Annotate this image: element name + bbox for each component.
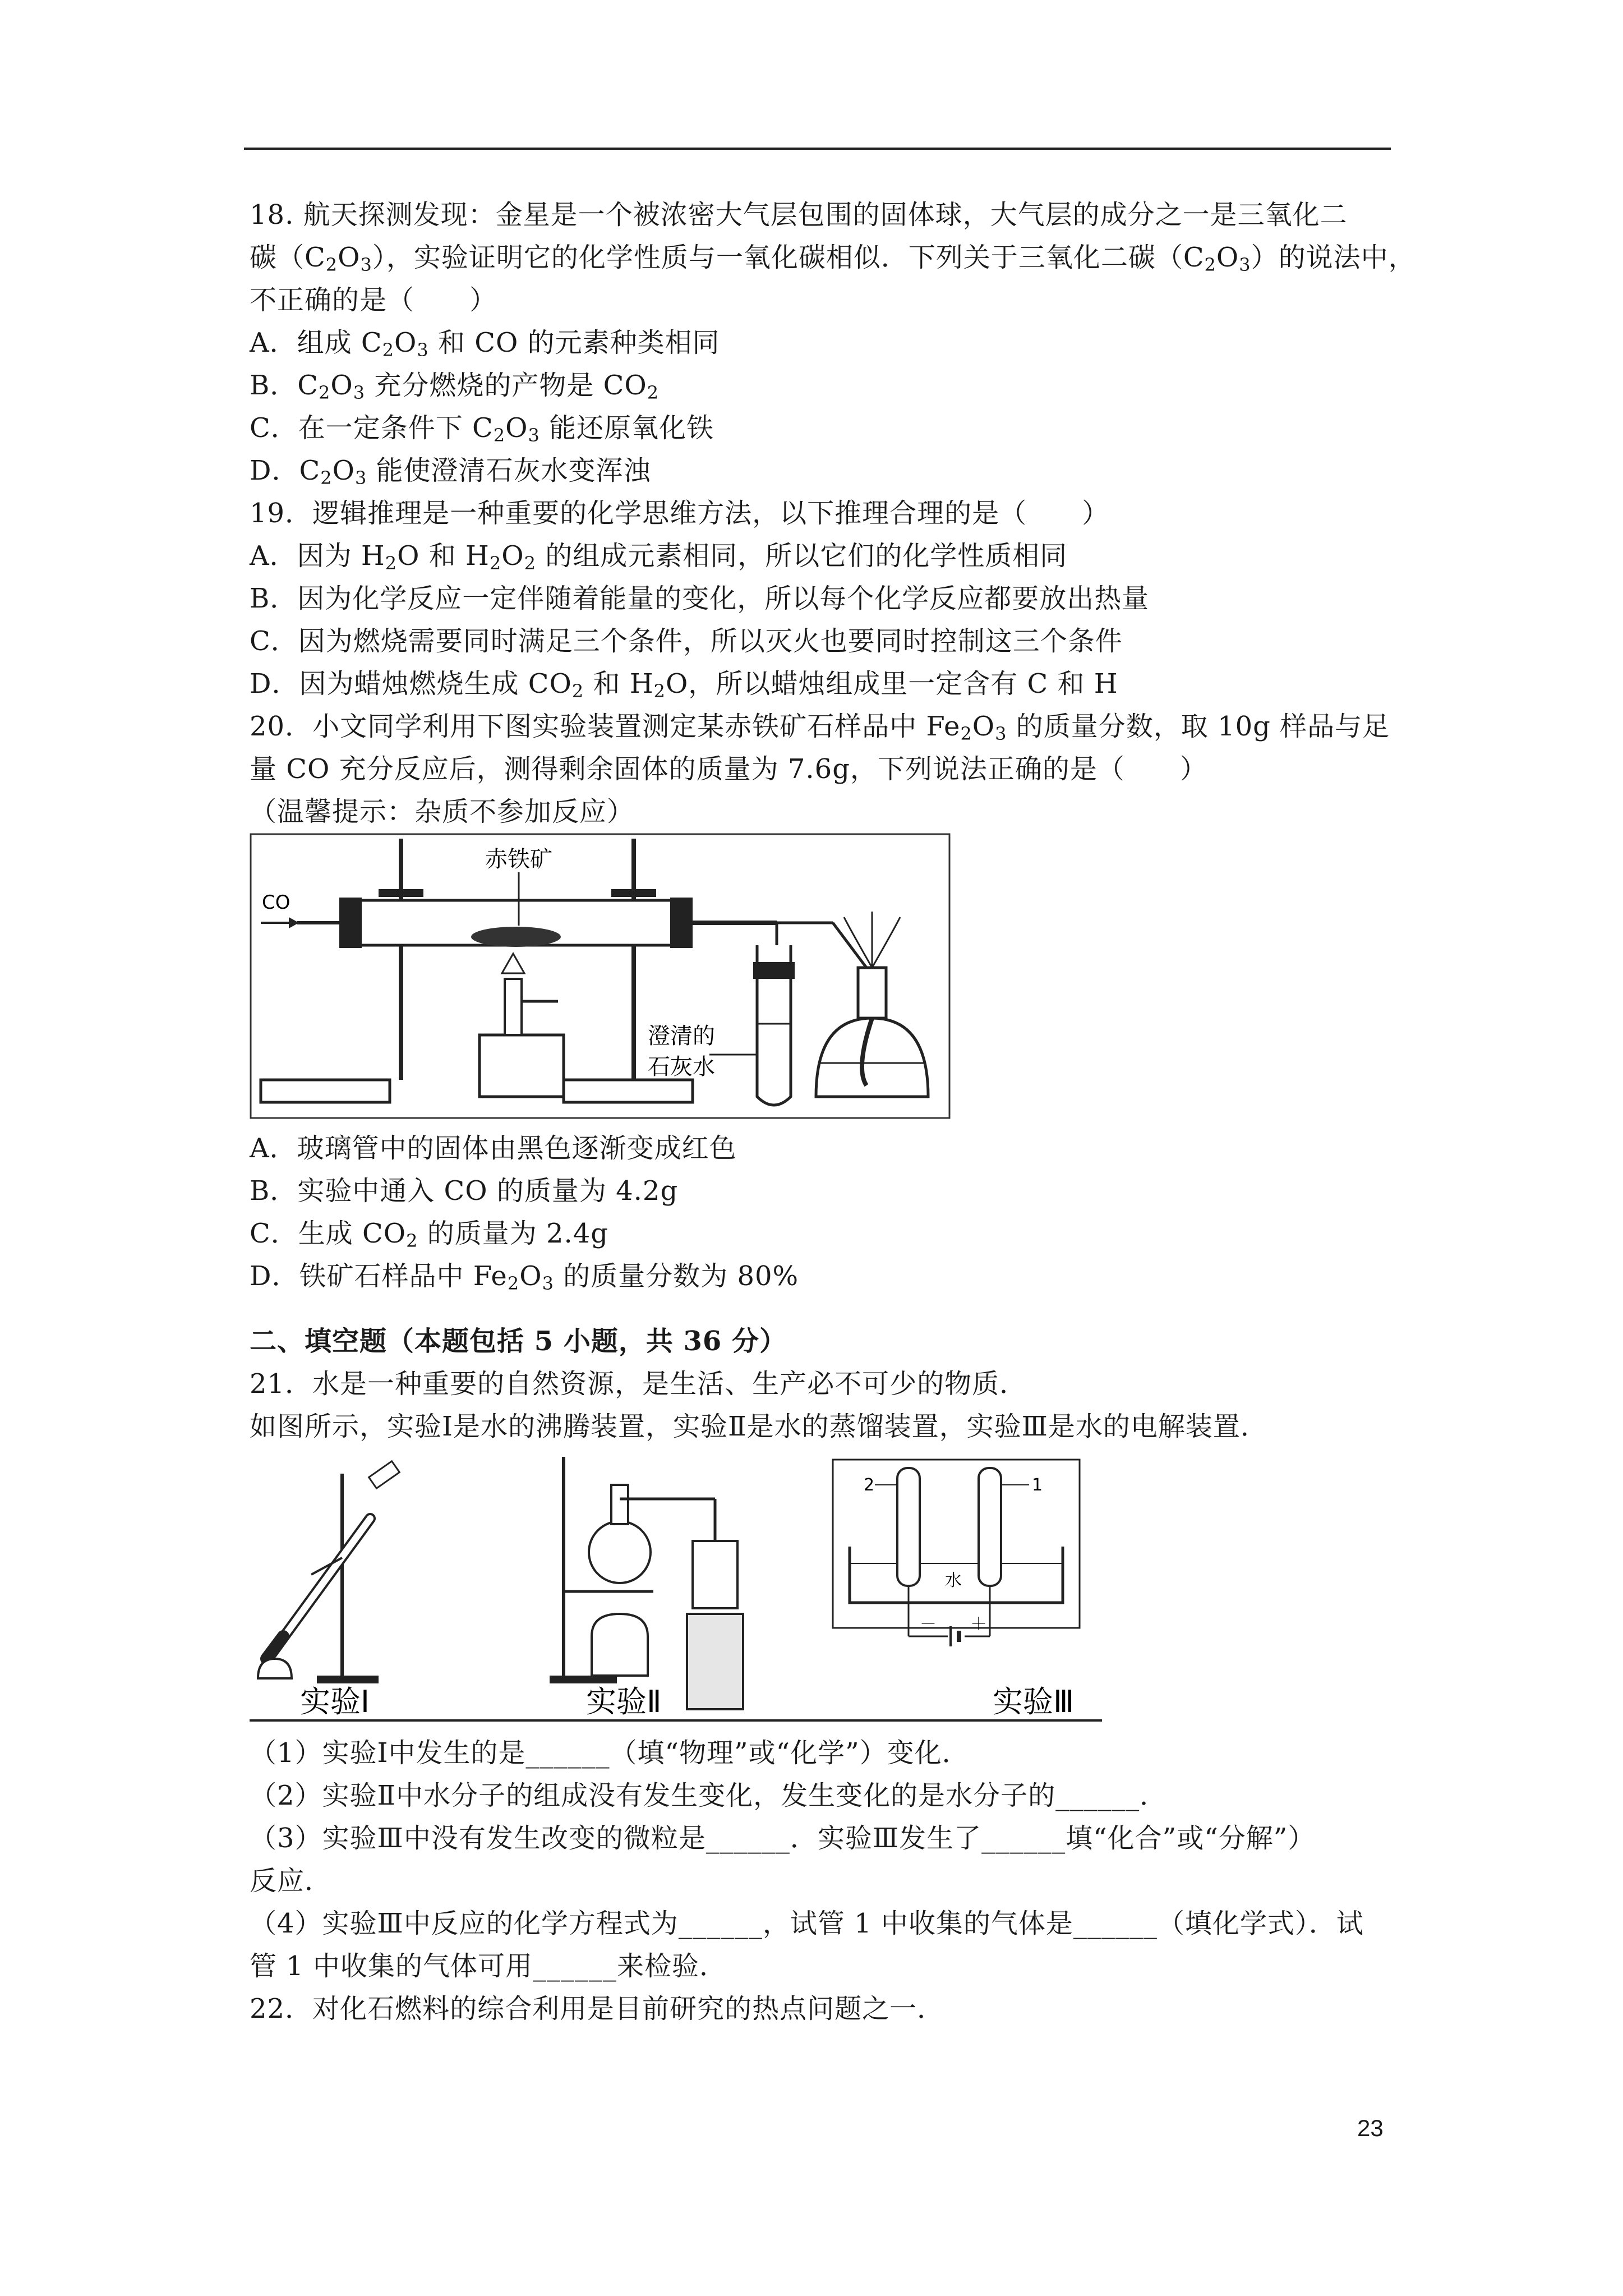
- q21-part4-cont: 管 1 中收集的气体可用______来检验．: [250, 1950, 727, 1982]
- q18-option-d: D．$C_2O_3$ 能使澄清石灰水变浑浊: [250, 455, 651, 489]
- co-reduction-apparatus-diagram: [250, 833, 951, 1119]
- q20-stem-line1: 20．小文同学利用下图实验装置测定某赤铁矿石样品中 $Fe_2O_3$ 的质量分数，取 10g 样品与足: [250, 711, 1390, 744]
- q18-option-a: A．组成 $C_2O_3$ 和 CO 的元素种类相同: [250, 327, 720, 361]
- q20-stem-line2: 量 CO 充分反应后，测得剩余固体的质量为 7.6g，下列说法正确的是（ ）: [250, 753, 1207, 785]
- q18-stem-line1: 18. 航天探测发现：金星是一个被浓密大气层包围的固体球，大气层的成分之一是三氧化二: [250, 199, 1348, 231]
- tube-2-label: 2: [864, 1475, 875, 1495]
- q20-option-c: C．生成 $CO_2$ 的质量为 2.4g: [250, 1218, 609, 1251]
- q19-option-c: C．因为燃烧需要同时满足三个条件，所以灭火也要同时控制这三个条件: [250, 625, 1123, 657]
- header-rule: [244, 148, 1391, 150]
- q22-stem: 22．对化石燃料的综合利用是目前研究的热点问题之一．: [250, 1993, 945, 2024]
- q18-option-c: C．在一定条件下 $C_2O_3$ 能还原氧化铁: [250, 412, 714, 446]
- limewater-label-line2: 石灰水: [648, 1054, 715, 1080]
- minus-sign: －: [920, 1614, 937, 1634]
- water-experiments-diagram: [250, 1451, 1102, 1726]
- q21-stem-line2: 如图所示，实验Ⅰ是水的沸腾装置，实验Ⅱ是水的蒸馏装置，实验Ⅲ是水的电解装置．: [250, 1411, 1268, 1442]
- q21-part4: （4）实验Ⅲ中反应的化学方程式为______，试管 1 中收集的气体是______（填化学式）．试: [250, 1908, 1364, 1939]
- q21-part1: （1）实验Ⅰ中发生的是______（填“物理”或“化学”）变化．: [250, 1737, 970, 1769]
- page-number: 23: [1357, 2115, 1384, 2141]
- q18-stem-line3: 不正确的是（ ）: [250, 284, 497, 316]
- hematite-label: 赤铁矿: [485, 846, 552, 872]
- q21-part2: （2）实验Ⅱ中水分子的组成没有发生变化，发生变化的是水分子的______．: [250, 1780, 1168, 1811]
- q20-option-b: B．实验中通入 CO 的质量为 4.2g: [250, 1175, 679, 1207]
- exp3-label: 实验Ⅲ: [993, 1684, 1075, 1719]
- q19-option-d: D．因为蜡烛燃烧生成 $CO_2$ 和 $H_2O$，所以蜡烛组成里一定含有 C 和 H: [250, 668, 1118, 702]
- tube-1-label: 1: [1032, 1475, 1043, 1495]
- exp1-label: 实验Ⅰ: [300, 1684, 370, 1719]
- q20-option-d: D．铁矿石样品中 $Fe_2O_3$ 的质量分数为 80%: [250, 1260, 799, 1294]
- q18-option-b: B．$C_2O_3$ 充分燃烧的产物是 $CO_2$: [250, 370, 660, 403]
- limewater-label-line1: 澄清的: [648, 1023, 715, 1049]
- plus-sign: ＋: [970, 1614, 987, 1634]
- q18-stem-line2: 碳$(C_2O_3)$，实验证明它的化学性质与一氧化碳相似．下列关于三氧化二碳$(C_2O_3)$的说法中，: [250, 242, 1416, 275]
- q21-stem-line1: 21．水是一种重要的自然资源，是生活、生产必不可少的物质．: [250, 1368, 1027, 1400]
- q19-option-a: A．因为 $H_2O$ 和 $H_2O_2$ 的组成元素相同，所以它们的化学性质相同: [250, 540, 1068, 574]
- q20-apparatus-figure: [250, 833, 951, 1119]
- section-2-title: 二、填空题（本题包括 5 小题，共 36 分）: [250, 1326, 787, 1357]
- q21-part3: （3）实验Ⅲ中没有发生改变的微粒是______．实验Ⅲ发生了______填“化合”或“分解”）: [250, 1823, 1316, 1854]
- exp2-label: 实验Ⅱ: [586, 1684, 662, 1719]
- q21-part3-cont: 反应．: [250, 1865, 333, 1897]
- q20-stem-line3: （温馨提示：杂质不参加反应）: [250, 796, 635, 827]
- q19-option-b: B．因为化学反应一定伴随着能量的变化，所以每个化学反应都要放出热量: [250, 583, 1150, 614]
- water-label: 水: [945, 1571, 962, 1590]
- page-content: [250, 194, 1416, 2030]
- co-inlet-label: CO: [262, 891, 291, 914]
- q19-stem: 19．逻辑推理是一种重要的化学思维方法，以下推理合理的是（ ）: [250, 498, 1110, 529]
- q20-option-a: A．玻璃管中的固体由黑色逐渐变成红色: [250, 1133, 737, 1164]
- q21-experiments-figure: [250, 1451, 1102, 1726]
